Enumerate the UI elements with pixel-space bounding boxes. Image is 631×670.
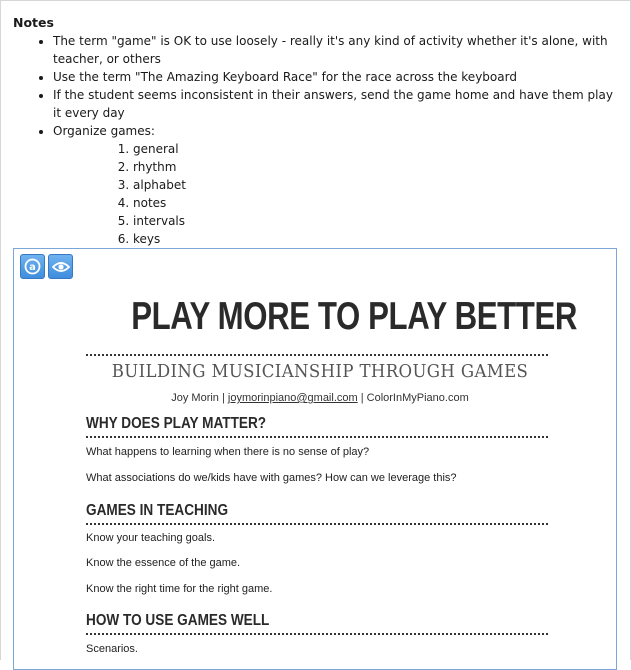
document-subtitle: BUILDING MUSICIANSHIP THROUGH GAMES: [111, 361, 529, 382]
section-heading: HOW TO USE GAMES WELL: [86, 612, 270, 629]
title-divider: [86, 354, 548, 356]
notes-heading: Notes: [13, 15, 54, 30]
section-divider: [86, 633, 548, 635]
accessibility-icon: [24, 258, 41, 275]
note-item-label: Organize games:: [53, 124, 155, 138]
category-item: 3. alphabet: [133, 176, 613, 194]
section-divider: [86, 436, 548, 438]
eye-icon: [52, 260, 70, 274]
author-name: Joy Morin |: [171, 392, 228, 404]
note-item: • If the student seems inconsistent in their answers, send the game home and have them play it every day: [53, 86, 613, 122]
embedded-document-viewer[interactable]: [13, 248, 617, 670]
category-item: 2. rhythm: [133, 158, 613, 176]
category-item: 5. intervals: [133, 212, 613, 230]
section-heading: WHY DOES PLAY MATTER?: [86, 415, 267, 432]
note-item: • The term "game" is OK to use loosely - really it's any kind of activity whether it's alone, with teacher, or others: [53, 32, 613, 68]
section-paragraph: What associations do we/kids have with games? How can we leverage this?: [86, 472, 457, 484]
note-item: [53, 122, 613, 248]
category-item: 1. general: [133, 140, 613, 158]
section-divider: [86, 523, 548, 525]
section-paragraph: Know your teaching goals.: [86, 532, 216, 544]
section-paragraph: Scenarios.: [86, 643, 138, 655]
author-line: [84, 392, 556, 404]
category-item: 6. keys: [133, 230, 613, 248]
section-heading: GAMES IN TEACHING: [86, 502, 229, 519]
game-category-list: [53, 140, 613, 248]
category-item: 4. notes: [133, 194, 613, 212]
notes-bullet-list: [13, 32, 613, 248]
author-email-link[interactable]: joymorinpiano@gmail.com: [227, 392, 358, 404]
viewer-toolbar: [20, 254, 73, 279]
author-website: | ColorInMyPiano.com: [357, 392, 469, 404]
section-paragraph: What happens to learning when there is no sense of play?: [86, 446, 370, 458]
view-button[interactable]: [48, 254, 73, 279]
svg-text:a: a: [29, 262, 36, 274]
notes-section: [13, 14, 613, 248]
accessibility-button[interactable]: [20, 254, 45, 279]
note-item: • Use the term "The Amazing Keyboard Race" for the race across the keyboard: [53, 68, 613, 86]
section-paragraph: Know the essence of the game.: [86, 557, 241, 569]
document-title: PLAY MORE TO PLAY BETTER: [131, 295, 578, 338]
section-paragraph: Know the right time for the right game.: [86, 583, 273, 595]
